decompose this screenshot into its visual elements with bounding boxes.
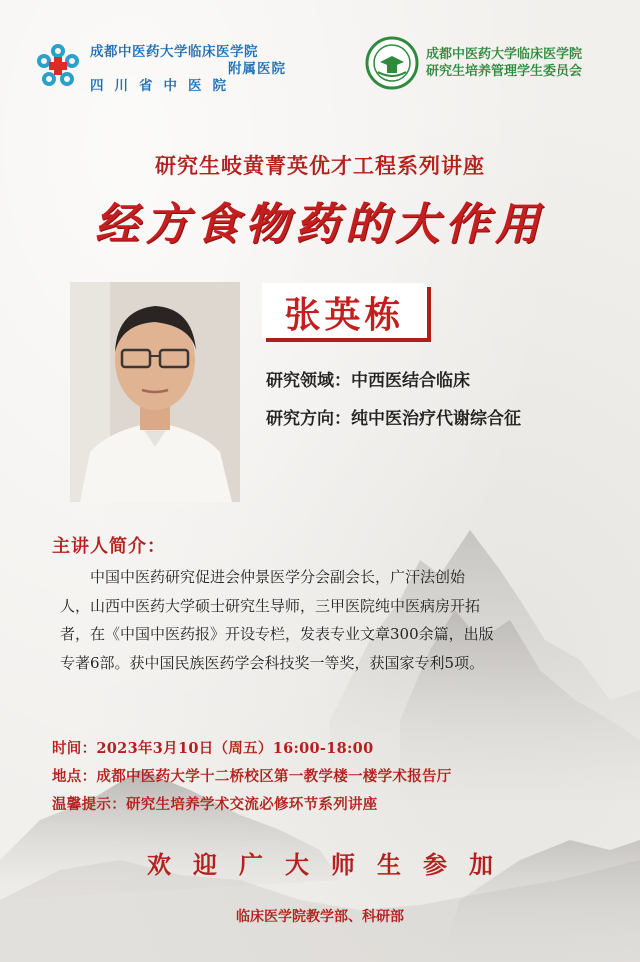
- series-title: 研究生岐黄菁英优才工程系列讲座: [155, 153, 485, 178]
- research-direction: [266, 404, 521, 429]
- lecture-title: 经方食物药的大作用: [95, 199, 545, 250]
- hospital-name-line2: 附属医院: [228, 61, 286, 77]
- organizer-footer: 临床医学院教学部、科研部: [236, 909, 404, 925]
- intro-line: 中国中医药研究促进会仲景医学分会副会长，广汗法创始: [60, 568, 466, 586]
- intro-line: 者，在《中国中医药报》开设专栏，发表专业文章300余篇，出版: [60, 625, 494, 643]
- intro-text: [60, 563, 580, 677]
- intro-line: 专著6部。获中国民族医药学会科技奖一等奖，获国家专利5项。: [60, 653, 485, 672]
- hospital-name: [90, 44, 290, 95]
- lecture-time: 时间：2023年3月10日（周五）16:00-18:00: [52, 740, 374, 757]
- committee-name-line2: 研究生培养管理学生委员会: [426, 64, 583, 79]
- intro-line: 人，山西中医药大学硕士研究生导师，三甲医院纯中医病房开拓: [60, 596, 481, 615]
- research-direction-value: 纯中医治疗代谢综合征: [351, 409, 521, 429]
- hospital-logo-icon: [34, 42, 82, 90]
- speaker-portrait-icon: [70, 282, 240, 502]
- committee-seal-icon: [365, 36, 419, 90]
- research-field: [266, 366, 470, 391]
- welcome-message: 欢迎广大师生参加: [147, 850, 515, 879]
- speaker-name-box: [262, 283, 427, 338]
- research-field-label: 研究领域：: [266, 371, 351, 391]
- committee-name-line1: 成都中医药大学临床医学院: [426, 47, 583, 62]
- hospital-name-line3: 四川省中医院: [90, 78, 237, 94]
- hospital-name-line1: 成都中医药大学临床医学院: [90, 44, 258, 60]
- lecture-note: 温馨提示：研究生培养学术交流必修环节系列讲座: [52, 796, 378, 813]
- intro-heading: 主讲人简介：: [52, 536, 166, 557]
- speaker-photo: [70, 282, 240, 502]
- research-field-value: 中西医结合临床: [351, 371, 470, 391]
- committee-name: [426, 46, 636, 80]
- research-direction-label: 研究方向：: [266, 409, 351, 429]
- speaker-name: 张英栋: [284, 294, 405, 336]
- lecture-place: 地点：成都中医药大学十二桥校区第一教学楼一楼学术报告厅: [52, 768, 452, 785]
